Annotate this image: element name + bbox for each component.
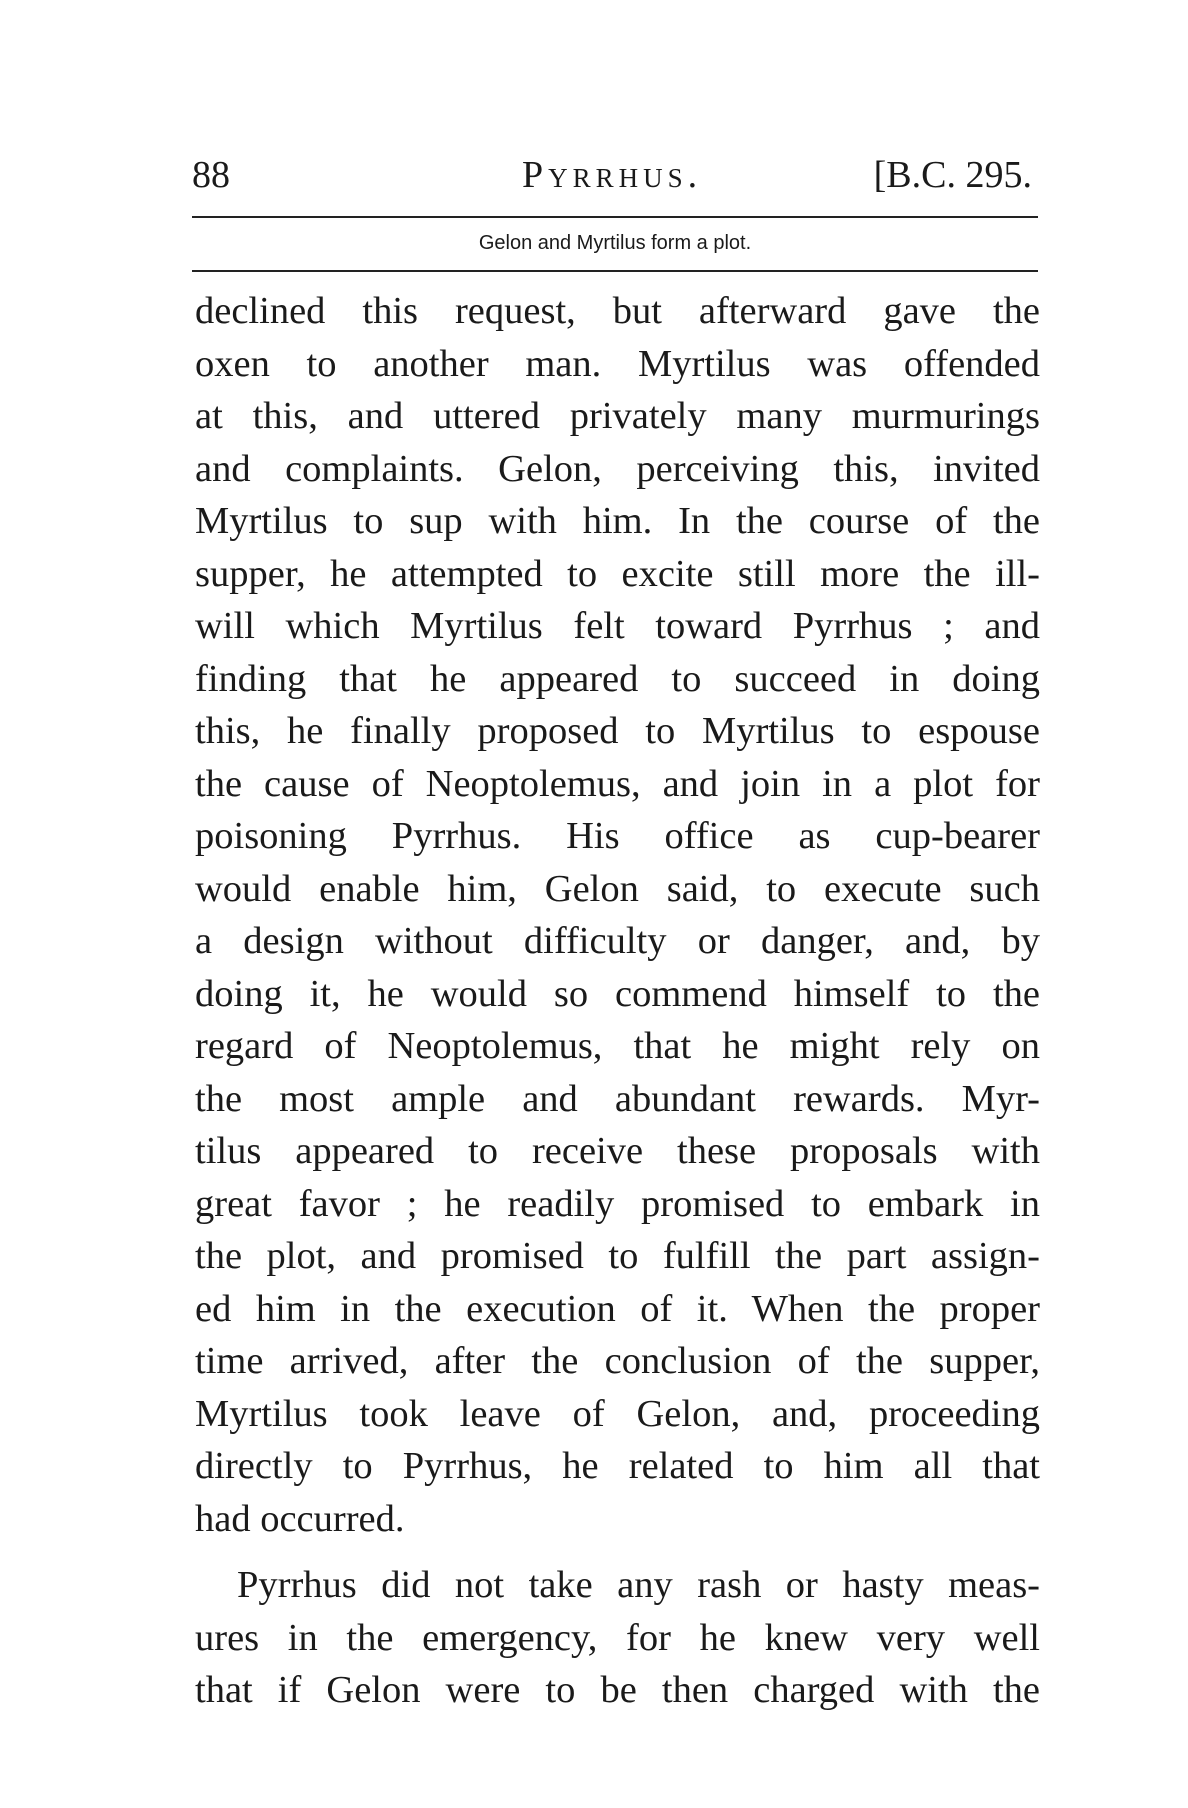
header-rule-bottom [192,270,1038,272]
text-line: time arrived, after the conclusion of the supper, [195,1340,1040,1382]
text-line: great favor ; he readily promised to embark in [195,1182,1040,1225]
body-text [195,285,1040,1717]
text-line: the cause of Neoptolemus, and join in a plot for [195,762,1040,805]
text-line: finding that he appeared to succeed in doing [195,657,1040,700]
text-line: directly to Pyrrhus, he related to him all that [195,1445,1040,1487]
running-title: Pyrrhus. [522,154,703,196]
page-number: 88 [192,154,230,196]
text-line: regard of Neoptolemus, that he might rely on [195,1025,1040,1067]
text-line: the plot, and promised to fulfill the part assign- [195,1235,1040,1277]
text-line: Myrtilus took leave of Gelon, and, proceeding [195,1392,1040,1435]
text-line: poisoning Pyrrhus. His office as cup-bearer [195,815,1040,857]
text-line: a design without difficulty or danger, and, by [195,920,1040,962]
text-line: Myrtilus to sup with him. In the course of the [195,500,1040,542]
text-line: would enable him, Gelon said, to execute such [195,867,1040,910]
text-line: will which Myrtilus felt toward Pyrrhus ; and [195,605,1040,647]
text-line: the most ample and abundant rewards. Myr- [195,1077,1040,1120]
text-line: doing it, he would so commend himself to the [195,972,1040,1015]
text-line: ed him in the execution of it. When the proper [195,1287,1040,1330]
text-line: that if Gelon were to be then charged with the [195,1669,1040,1711]
text-line: at this, and uttered privately many murmurings [195,395,1040,437]
text-line: ures in the emergency, for he knew very well [195,1616,1040,1659]
running-head [192,150,1032,200]
text-line: had occurred. [195,1497,405,1540]
text-line: oxen to another man. Myrtilus was offended [195,342,1040,385]
text-line: and complaints. Gelon, perceiving this, invited [195,447,1040,490]
text-line: tilus appeared to receive these proposals with [195,1130,1040,1172]
section-subhead: Gelon and Myrtilus form a plot. [478,232,752,254]
date-reference: [B.C. 295. [873,154,1032,196]
header-rule-top [192,216,1038,218]
paragraph-break [195,1545,1040,1559]
text-line: supper, he attempted to excite still more the ill- [195,552,1040,595]
text-line: declined this request, but afterward gave the [195,290,1040,332]
text-line: Pyrrhus did not take any rash or hasty meas- [237,1564,1040,1606]
text-line: this, he finally proposed to Myrtilus to espouse [195,710,1040,752]
